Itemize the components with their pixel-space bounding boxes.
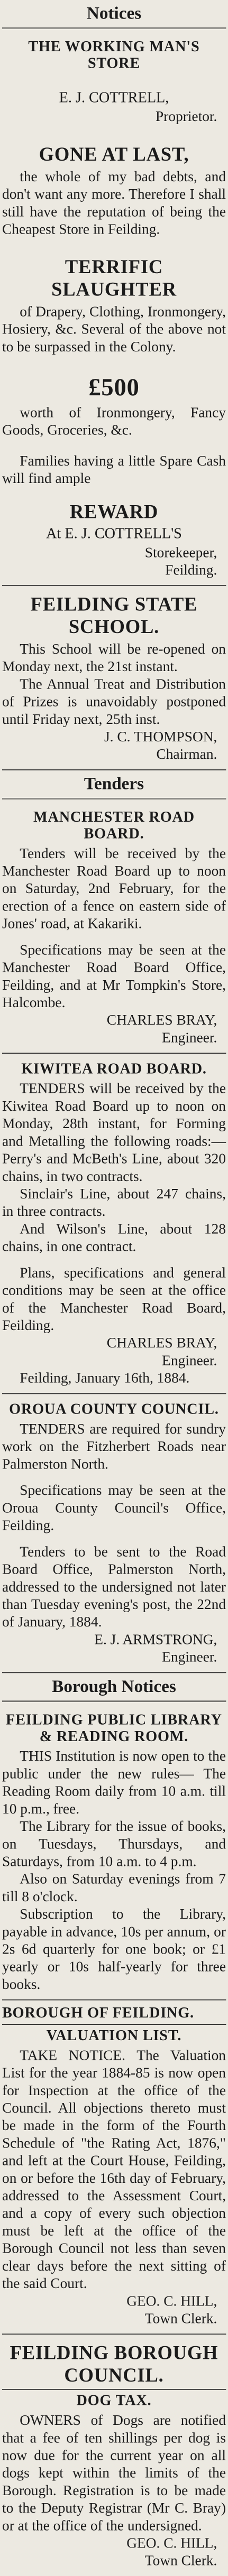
text-gone: the whole of my bad debts, and don't want any more. Therefore I shall still have the reputation of being the Cheapest Store in Feilding. <box>2 169 226 238</box>
dogtax-borough: FEILDING BOROUGH COUNCIL. <box>10 2342 218 2386</box>
dogtax-notice <box>2 2335 226 2576</box>
sig-place: Feilding. <box>165 562 217 579</box>
manchester-text1: Tenders will be received by the Manchester Road Board up to noon on Saturday, 2nd February, for the erection of a fence on eastern side of Jones' road, at Kakariki. <box>2 845 226 932</box>
oroua-notice <box>2 1394 226 1673</box>
valuation-sig-role: Town Clerk. <box>144 2311 217 2327</box>
kiwitea-sig-role: Engineer. <box>162 1353 217 1369</box>
dogtax-sig-role: Town Clerk. <box>144 2553 217 2569</box>
section-header-tenders: Tenders <box>84 773 144 793</box>
cottrell-advert <box>2 32 226 586</box>
school-title: FEILDING STATE SCHOOL. <box>30 593 198 638</box>
school-sig-name: J. C. THOMPSON, <box>104 729 217 745</box>
manchester-text2: Specifications may be seen at the Manchester Road Board Office, Feilding, and at Mr Tompkin's Store, Halcombe. <box>2 942 226 1011</box>
manchester-notice <box>2 802 226 1054</box>
school-text2: The Annual Treat and Distribution of Prizes is unavoidably postponed until Friday next, 25th inst. <box>2 676 226 728</box>
valuation-sig-name: GEO. C. HILL, <box>126 2293 217 2309</box>
manchester-title: MANCHESTER ROAD BOARD. <box>33 808 195 842</box>
kiwitea-text2: Sinclair's Line, about 247 chains, in three contracts. <box>2 1186 226 1220</box>
oroua-text1: TENDERS are required for sundry work on the Fitzherbert Roads near Palmerston North. <box>2 1421 226 1472</box>
section-header-notices: Notices <box>86 3 142 23</box>
sig-role: Storekeeper, <box>144 545 217 561</box>
divider <box>2 1700 226 1701</box>
text-families: Families having a little Spare Cash will find ample <box>2 453 226 487</box>
library-text1: THIS Institution is now open to the public under the new rules— The Reading Room daily from 10 a.m. till 10 p.m., free. <box>2 1748 226 1817</box>
kiwitea-text1: TENDERS will be received by the Kiwitea Road Board up to noon on Monday, 28th instant, for Forming and Metalling the following roads:— Perry's and McBeth's Line, about 320 chains, in two contracts. <box>2 1081 226 1185</box>
manchester-sig-name: CHARLES BRAY, <box>106 1012 217 1028</box>
dogtax-text1: OWNERS of Dogs are notified that a fee of ten shillings per dog is now due for the current year on all dogs kept within the limits of the Borough. Registration is to be made to the Deputy Registrar (Mr C. Bray) or at the office of the undersigned. <box>2 2412 226 2534</box>
oroua-text3: Tenders to be sent to the Road Board Office, Palmerston North, addressed to the undersigned not later than Tuesday evening's post, the 22nd of January, 1884. <box>2 1544 226 1630</box>
library-notice <box>2 1705 226 2001</box>
library-text2: The Library for the issue of books, on Tuesdays, Thursdays, and Saturdays, from 10 a.m. to 4 p.m. <box>2 1818 226 1870</box>
valuation-title: VALUATION LIST. <box>46 2027 182 2044</box>
heading-reward: REWARD <box>69 501 159 523</box>
kiwitea-sig-name: CHARLES BRAY, <box>106 1335 217 1351</box>
heading-slaughter: TERRIFIC SLAUGHTER <box>51 256 177 300</box>
text-slaughter: of Drapery, Clothing, Ironmongery, Hosiery, &c. Several of the above not to be surpassed in the Colony. <box>2 304 226 355</box>
divider <box>2 2024 226 2025</box>
valuation-text1: TAKE NOTICE. The Valuation List for the year 1884-85 is now open for Inspection at the office of the Council. All objections thereto must be made in the form of the Fourth Schedule of "the Rating Act, 1876," and left at the Court House, Feilding, on or before the 16th day of February, addressed to the Assessment Court, and a copy of every such objection must be left at the office of the Borough Council not less than seven clear days before the next sitting of the said Court. <box>2 2048 226 2292</box>
ad-title: THE WORKING MAN'S STORE <box>28 39 200 72</box>
proprietor-role: Proprietor. <box>155 108 217 125</box>
divider <box>2 798 226 799</box>
oroua-sig-name: E. J. ARMSTRONG, <box>94 1632 217 1648</box>
notices-column <box>2 0 226 2576</box>
kiwitea-text3: And Wilson's Line, about 128 chains, in one contract. <box>2 1221 226 1255</box>
heading-gone: GONE AT LAST, <box>39 143 189 165</box>
text-amount: worth of Ironmongery, Fancy Goods, Groceries, &c. <box>2 405 226 439</box>
divider <box>2 2389 226 2390</box>
library-text4: Subscription to the Library, payable in advance, 10s per annum, or 2s 6d quarterly for one book; or £1 yearly or 10s half-yearly for three books. <box>2 1906 226 1993</box>
dogtax-title: DOG TAX. <box>76 2392 152 2409</box>
section-header-borough: Borough Notices <box>52 1676 176 1696</box>
library-title: FEILDING PUBLIC LIBRARY & READING ROOM. <box>6 1712 222 1745</box>
manchester-sig-role: Engineer. <box>162 1030 217 1046</box>
kiwitea-notice <box>2 1054 226 1394</box>
school-text1: This School will be re-opened on Monday next, the 21st instant. <box>2 641 226 675</box>
oroua-title: OROUA COUNTY COUNCIL. <box>9 1401 219 1418</box>
school-notice <box>2 586 226 770</box>
valuation-notice <box>2 2000 226 2335</box>
proprietor-name: E. J. COTTRELL, <box>59 89 169 106</box>
valuation-borough: BOROUGH OF FEILDING. <box>2 2004 194 2021</box>
school-sig-role: Chairman. <box>156 746 217 762</box>
divider <box>2 27 226 29</box>
library-text3: Also on Saturday evenings from 7 till 8 o'clock. <box>2 1871 226 1905</box>
dogtax-sig-name: GEO. C. HILL, <box>126 2535 217 2552</box>
amount: £500 <box>88 374 140 401</box>
oroua-sig-role: Engineer. <box>162 1649 217 1666</box>
kiwitea-title: KIWITEA ROAD BOARD. <box>21 1061 207 1077</box>
reward-at: At E. J. COTTRELL'S <box>46 525 182 542</box>
kiwitea-date: Feilding, January 16th, 1884. <box>20 1370 190 1387</box>
oroua-text2: Specifications may be seen at the Oroua County Council's Office, Feilding. <box>2 1482 226 1534</box>
kiwitea-text4: Plans, specifications and general conditions may be seen at the office of the Manchester Road Board, Feilding. <box>2 1265 226 1334</box>
